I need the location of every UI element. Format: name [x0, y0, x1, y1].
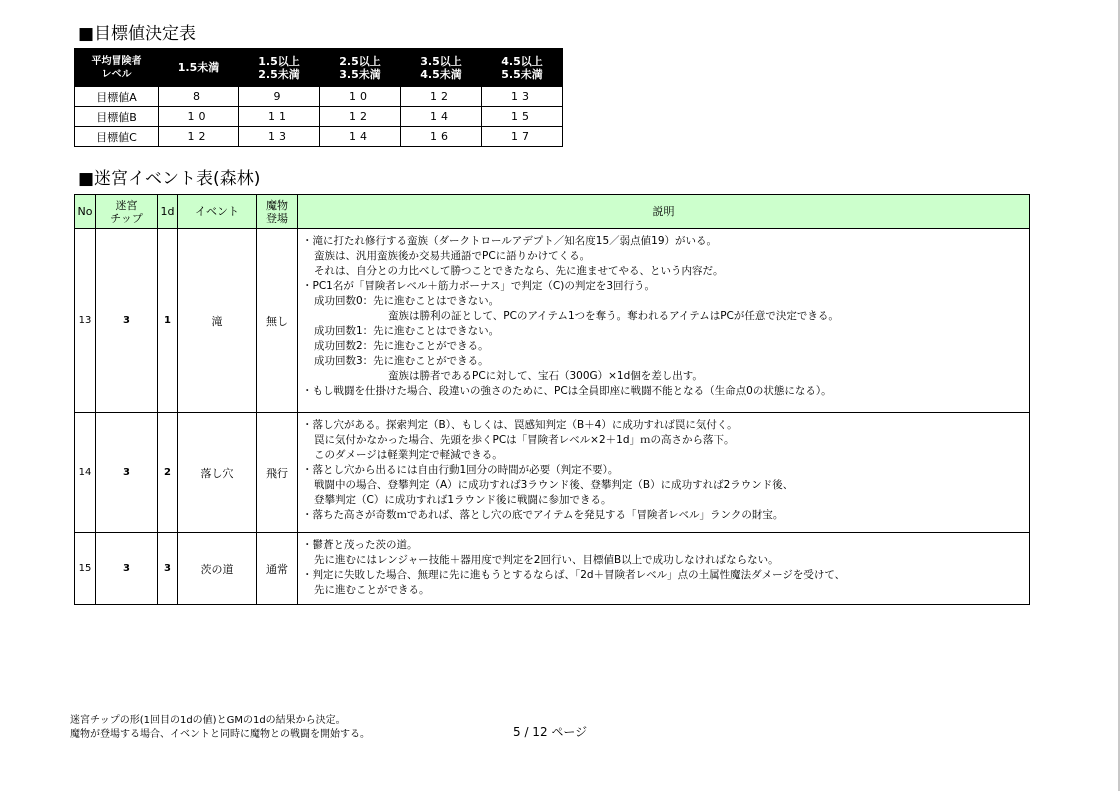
cell: 17 — [482, 127, 563, 147]
header-1d: 1d — [158, 195, 178, 229]
event-description — [298, 533, 1030, 605]
cell: 11 — [239, 107, 320, 127]
header-description: 説明 — [298, 195, 1030, 229]
desc-line: ・滝に打たれ修行する蛮族（ダークトロールアデプト／知名度15／弱点値19）がいる。 — [302, 235, 718, 247]
footer-notes — [70, 714, 370, 742]
header-range-2: 1.5以上 2.5未満 — [239, 49, 320, 87]
event-row — [75, 533, 1030, 605]
event-no: 15 — [75, 533, 96, 605]
target-row-c — [75, 127, 563, 147]
desc-line: 先に進むにはレンジャー技能＋器用度で判定を2回行い、目標値B以上で成功しなければならない。 — [314, 554, 779, 566]
desc-line: ・PC1名が「冒険者レベル＋筋力ボーナス」で判定（C)の判定を3回行う。 — [302, 280, 656, 292]
cell: 12 — [320, 107, 401, 127]
header-range-1: 1.5未満 — [159, 49, 239, 87]
event-monster: 無し — [257, 229, 298, 413]
event-description — [298, 413, 1030, 533]
event-1d: 2 — [158, 413, 178, 533]
event-1d: 1 — [158, 229, 178, 413]
header-range-3: 2.5以上 3.5未満 — [320, 49, 401, 87]
cell: 10 — [159, 107, 239, 127]
footer-note-chip: 迷宮チップの形(1回目の1dの値)とGMの1dの結果から決定。 — [70, 715, 346, 726]
desc-line: ・落とし穴から出るには自由行動1回分の時間が必要（判定不要）。 — [302, 464, 619, 476]
event-row — [75, 229, 1030, 413]
desc-line: このダメージは軽業判定で軽減できる。 — [314, 449, 503, 461]
header-monster: 魔物 登場 — [257, 195, 298, 229]
page-indicator: 5 / 12 ページ — [513, 725, 588, 739]
header-event: イベント — [178, 195, 257, 229]
event-description — [298, 229, 1030, 413]
event-monster: 通常 — [257, 533, 298, 605]
cell: 14 — [320, 127, 401, 147]
target-table-title: ■目標値決定表 — [78, 24, 197, 44]
event-name: 茨の道 — [178, 533, 257, 605]
event-chip: 3 — [96, 229, 158, 413]
header-chip: 迷宮 チップ — [96, 195, 158, 229]
cell: 14 — [401, 107, 482, 127]
desc-line: 蛮族は、汎用蛮族後か交易共通語でPCに語りかけてくる。 — [314, 250, 591, 262]
event-chip: 3 — [96, 533, 158, 605]
desc-line: ・落ちた高さが奇数ｍであれば、落とし穴の底でアイテムを発見する「冒険者レベル」ランクの財宝。 — [302, 509, 784, 521]
header-avg-level: 平均冒険者 レベル — [75, 49, 159, 87]
desc-line: 罠に気付かなかった場合、先頭を歩くPCは「冒険者レベル×2＋1d」ｍの高さから落下。 — [314, 434, 735, 446]
header-no: No — [75, 195, 96, 229]
desc-line: それは、自分との力比べして勝つことできたなら、先に進ませてやる、という内容だ。 — [314, 265, 724, 277]
row-label: 目標値A — [75, 87, 159, 107]
desc-line: 成功回数2：先に進むことができる。 — [314, 340, 489, 352]
event-no: 13 — [75, 229, 96, 413]
cell: 8 — [159, 87, 239, 107]
desc-line: 先に進むことができる。 — [314, 584, 430, 596]
desc-line: 蛮族は勝者であるPCに対して、宝石（300G）×1d個を差し出す。 — [388, 370, 703, 382]
header-range-4: 3.5以上 4.5未満 — [401, 49, 482, 87]
header-range-5: 4.5以上 5.5未満 — [482, 49, 563, 87]
event-monster: 飛行 — [257, 413, 298, 533]
event-1d: 3 — [158, 533, 178, 605]
desc-line: ・落し穴がある。探索判定（B）、もしくは、罠感知判定（B＋4）に成功すれば罠に気付く。 — [302, 419, 738, 431]
event-table-title: ■迷宮イベント表(森林) — [78, 169, 261, 189]
desc-line: 成功回数3：先に進むことができる。 — [314, 355, 489, 367]
event-chip: 3 — [96, 413, 158, 533]
target-row-b — [75, 107, 563, 127]
event-name: 落し穴 — [178, 413, 257, 533]
event-row — [75, 413, 1030, 533]
target-header-row — [75, 49, 563, 87]
desc-line: 成功回数1：先に進むことはできない。 — [314, 325, 500, 337]
row-label: 目標値C — [75, 127, 159, 147]
maze-event-table — [74, 194, 1030, 605]
event-no: 14 — [75, 413, 96, 533]
cell: 16 — [401, 127, 482, 147]
desc-line: 成功回数0：先に進むことはできない。 — [314, 295, 500, 307]
row-label: 目標値B — [75, 107, 159, 127]
target-row-a — [75, 87, 563, 107]
cell: 15 — [482, 107, 563, 127]
cell: 13 — [239, 127, 320, 147]
cell: 10 — [320, 87, 401, 107]
footer-note-monster: 魔物が登場する場合、イベントと同時に魔物との戦闘を開始する。 — [70, 729, 370, 740]
cell: 9 — [239, 87, 320, 107]
event-name: 滝 — [178, 229, 257, 413]
event-header-row — [75, 195, 1030, 229]
desc-line: ・鬱蒼と茂った茨の道。 — [302, 539, 418, 551]
cell: 13 — [482, 87, 563, 107]
desc-line: 蛮族は勝利の証として、PCのアイテム1つを奪う。奪われるアイテムはPCが任意で決定できる。 — [388, 310, 839, 322]
desc-line: ・判定に失敗した場合、無理に先に進もうとするならば、「2d＋冒険者レベル」点の土属性魔法ダメージを受けて、 — [302, 569, 846, 581]
desc-line: ・もし戦闘を仕掛けた場合、段違いの強さのために、PCは全員即座に戦闘不能となる（生命点0の状態になる）。 — [302, 385, 832, 397]
cell: 12 — [401, 87, 482, 107]
desc-line: 戦闘中の場合、登攀判定（A）に成功すれば3ラウンド後、登攀判定（B）に成功すれば2ラウンド後、 — [314, 479, 794, 491]
target-value-table — [74, 48, 563, 147]
cell: 12 — [159, 127, 239, 147]
desc-line: 登攀判定（C）に成功すれば1ラウンド後に戦闘に参加できる。 — [314, 494, 612, 506]
